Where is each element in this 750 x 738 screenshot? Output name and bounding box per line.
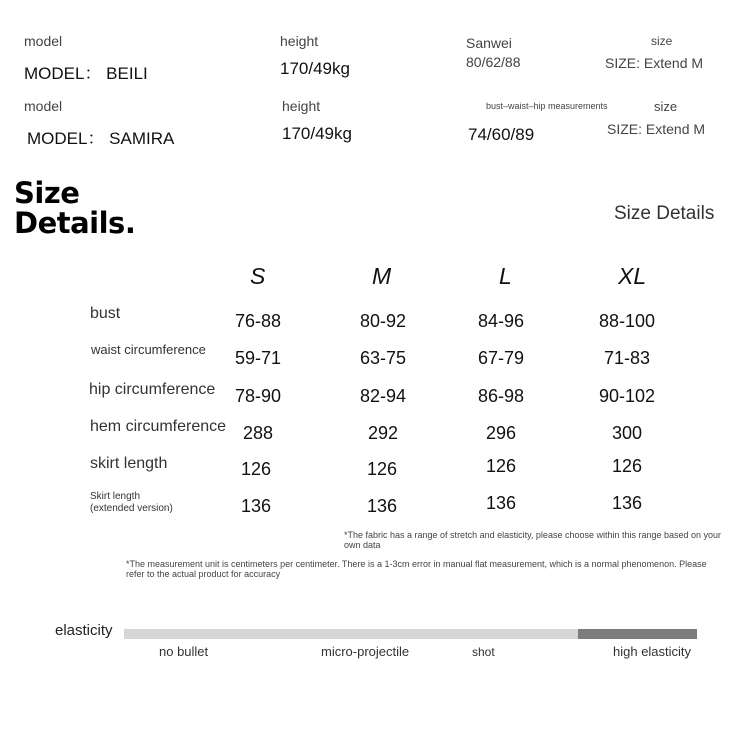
- table-cell: 288: [242, 423, 274, 443]
- table-cell: 136: [485, 493, 517, 513]
- table-cell: 126: [485, 456, 517, 476]
- table-cell: 300: [611, 423, 643, 443]
- elasticity-level-no-bullet: no bullet: [159, 644, 209, 659]
- model-1-name: MODEL： BEILI: [24, 64, 148, 83]
- model-2-measure-label: bust–waist–hip measurements: [486, 101, 608, 111]
- table-cell: 67-79: [477, 348, 525, 368]
- model-2-name: MODEL： SAMIRA: [27, 129, 175, 148]
- model-2-measure-value: 74/60/89: [468, 125, 535, 144]
- table-cell: 71-83: [603, 348, 651, 368]
- row-label-waist: waist circumference: [91, 342, 206, 357]
- row-label-hem: hem circumference: [90, 418, 227, 435]
- elasticity-level-shot: shot: [472, 645, 495, 659]
- size-details-title-line-1: Size: [14, 176, 80, 210]
- elasticity-bar-track: [124, 629, 578, 639]
- model-1-label: model: [24, 33, 63, 49]
- row-label-bust: bust: [90, 305, 121, 322]
- table-cell: 292: [367, 423, 399, 443]
- table-cell: 126: [366, 459, 398, 479]
- column-header-m: M: [372, 263, 392, 289]
- model-2-size-label: size: [654, 99, 678, 114]
- table-cell: 84-96: [477, 311, 525, 331]
- table-cell: 126: [240, 459, 272, 479]
- elasticity-bar-selected: [578, 629, 697, 639]
- model-2-size-value: SIZE: Extend M: [607, 121, 706, 137]
- table-cell: 126: [611, 456, 643, 476]
- table-cell: 90-102: [598, 386, 656, 406]
- model-2-height-value: 170/49kg: [282, 124, 352, 143]
- table-cell: 63-75: [359, 348, 407, 368]
- table-cell: 136: [240, 496, 272, 516]
- elasticity-label: elasticity: [55, 622, 113, 639]
- model-2-label: model: [24, 98, 63, 114]
- table-cell: 78-90: [234, 386, 282, 406]
- size-details-subtitle: Size Details: [614, 203, 715, 224]
- model-2-height-label: height: [282, 98, 321, 114]
- table-cell: 59-71: [234, 348, 282, 368]
- column-header-xl: XL: [618, 263, 647, 289]
- row-label-skirt-length: skirt length: [90, 455, 168, 472]
- model-1-size-label: size: [651, 34, 673, 48]
- fabric-note: *The fabric has a range of stretch and elasticity, please choose within this range based on your own data: [344, 530, 722, 550]
- table-cell: 88-100: [598, 311, 656, 331]
- table-cell: 136: [366, 496, 398, 516]
- column-header-s: S: [250, 263, 266, 289]
- elasticity-level-micro-projectile: micro-projectile: [321, 644, 410, 659]
- row-label-skirt-length-extended-note: (extended version): [90, 503, 173, 514]
- table-cell: 80-92: [359, 311, 407, 331]
- model-1-size-value: SIZE: Extend M: [605, 55, 704, 71]
- column-header-l: L: [499, 263, 512, 289]
- model-1-height-value: 170/49kg: [280, 59, 350, 78]
- table-cell: 296: [485, 423, 517, 443]
- model-1-height-label: height: [280, 33, 319, 49]
- size-details-title-line-2: Details.: [14, 206, 136, 240]
- elasticity-level-high: high elasticity: [613, 644, 692, 659]
- table-cell: 82-94: [359, 386, 407, 406]
- model-1-measure-value: 80/62/88: [466, 54, 521, 70]
- table-cell: 86-98: [477, 386, 525, 406]
- measurement-note: *The measurement unit is centimeters per centimeter. There is a 1-3cm error in manual flat measurement, which is a normal phenomenon. Please refer to the actual product for accuracy: [126, 559, 707, 579]
- table-cell: 76-88: [234, 311, 282, 331]
- table-cell: 136: [611, 493, 643, 513]
- model-1-measure-label: Sanwei: [466, 35, 512, 51]
- row-label-hip: hip circumference: [89, 381, 216, 398]
- row-label-skirt-length-extended: Skirt length: [90, 491, 141, 502]
